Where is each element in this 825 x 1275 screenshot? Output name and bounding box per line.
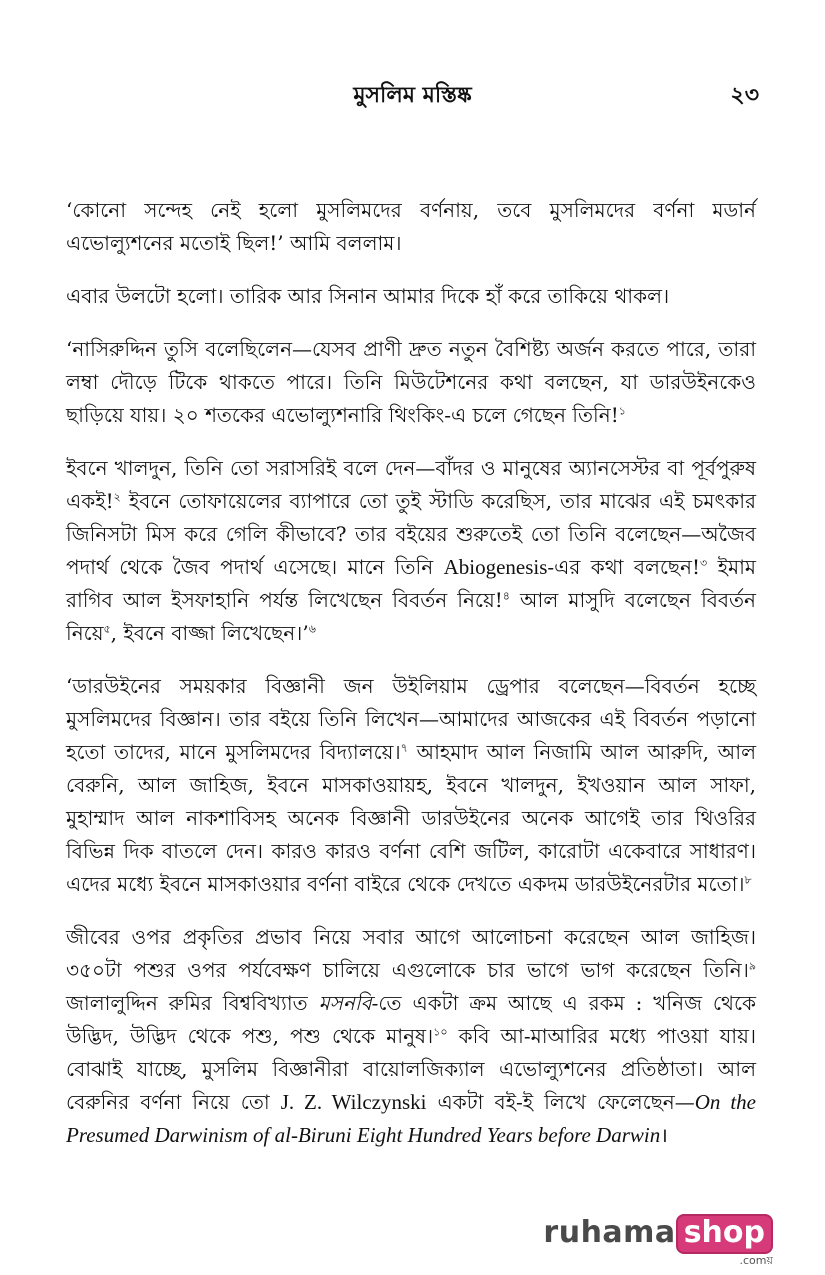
paragraph-4-text-e: আল মাসুদি বলেছেন বিবর্তন নিয়ে	[66, 588, 756, 645]
footnote-ref-3[interactable]: ৩	[700, 556, 708, 570]
footnote-ref-10[interactable]: ১০	[433, 1025, 448, 1039]
paragraph-4-text-b: ইবনে তোফায়েলের ব্যাপারে তো তুই স্টাডি করেছিস, তার মাঝের এই চমৎকার জিনিসটা মিস করে গেলি কীভাবে? তার বইয়ের শুরুতেই তো তিনি বলেছেন—অজৈব পদার্থ থেকে জৈব পদার্থ এসেছে। মানে তিনি	[66, 489, 756, 579]
footnote-ref-8[interactable]: ৮	[744, 873, 752, 887]
paragraph-4-text-f: , ইবনে বাজ্জা লিখেছেন।’	[110, 621, 309, 645]
page-body	[66, 194, 756, 1172]
masnavi-title: মসনবি	[318, 991, 372, 1015]
ruhamashop-watermark-logo	[543, 1214, 773, 1267]
paragraph-6-text-c: -তে একটা ক্রম আছে এ রকম : খনিজ থেকে উদ্ভিদ, উদ্ভিদ থেকে পশু, পশু থেকে মানুষ।	[66, 991, 756, 1048]
paragraph-5-text-b: আহমাদ আল নিজামি আল আরুদি, আল বেরুনি, আল জাহিজ, ইবনে মাসকাওয়ায়হ, ইবনে খালদুন, ইখওয়ান আল সাফা, মুহাম্মাদ আল নাকশাবিসহ অনেক বিজ্ঞানী ডারউইনের অনেক আগেই তার থিওরির বিভিন্ন দিক বাতলে দেন। কারও কারও বর্ণনা বেশি জটিল, কারোটা একেবারে সাধারণ। এদের মধ্যে ইবনে মাসকাওয়ার বর্ণনা বাইরে থেকে দেখতে একদম ডারউইনেরটার মতো।	[66, 740, 757, 896]
paragraph-6	[66, 921, 756, 1152]
paragraph-2	[66, 280, 756, 313]
footnote-ref-7[interactable]: ৭	[400, 741, 408, 755]
watermark-shop-block	[676, 1214, 773, 1267]
footnote-ref-5[interactable]: ৫	[103, 622, 111, 636]
paragraph-4-text-d: ইমাম রাগিব আল ইসফাহানি পর্যন্ত লিখেছেন বিবর্তন নিয়ে!	[66, 555, 756, 612]
footnote-ref-9[interactable]: ৯	[748, 959, 756, 973]
page-number: ২৩	[730, 82, 759, 108]
footnote-ref-6[interactable]: ৬	[308, 622, 316, 636]
paragraph-6-text-f: ।	[660, 1123, 668, 1147]
paragraph-2-text: এবার উলটো হলো। তারিক আর সিনান আমার দিকে হাঁ করে তাকিয়ে থাকল।	[66, 284, 670, 308]
footnote-ref-4[interactable]: ৪	[502, 589, 510, 603]
paragraph-1-text: ‘কোনো সন্দেহ নেই হলো মুসলিমদের বর্ণনায়, তবে মুসলিমদের বর্ণনা মডার্ন এভোল্যুশনের মতোই ছিল!’ আমি বললাম।	[66, 198, 756, 255]
page-header	[66, 80, 759, 120]
paragraph-4-text-a: ইবনে খালদুন, তিনি তো সরাসরিই বলে দেন—বাঁদর ও মানুষের অ্যানসেস্টর বা পূর্বপুরুষ একই!	[66, 456, 756, 513]
paragraph-6-text-e: একটা বই-ই লিখে ফেলেছেন—	[426, 1090, 695, 1114]
paragraph-3-text: ‘নাসিরুদ্দিন তুসি বলেছিলেন—যেসব প্রাণী দ্রুত নতুন বৈশিষ্ট্য অর্জন করতে পারে, তারা লম্বা দৌড়ে টিকে থাকতে পারে। তিনি মিউটেশনের কথা বলছেন, যা ডারউইনকেও ছাড়িয়ে যায়। ২০ শতকের এভোল্যুশনারি থিংকিং-এ চলে গেছেন তিনি!	[66, 337, 756, 427]
paragraph-3	[66, 333, 756, 432]
paragraph-6-text-d: কবি আ-মাআরির মধ্যে পাওয়া যায়। বোঝাই যাচ্ছে, মুসলিম বিজ্ঞানীরা বায়োলজিক্যাল এভোল্যুশনের প্রতিষ্ঠাতা। আল বেরুনির বর্ণনা নিয়ে তো	[66, 1024, 756, 1114]
paragraph-4-text-c: -এর কথা বলছেন!	[547, 555, 701, 579]
watermark-domain: .comয়	[739, 1254, 773, 1267]
author-name: J. Z. Wilczynski	[280, 1090, 427, 1114]
paragraph-5	[66, 670, 756, 901]
footnote-ref-2[interactable]: ২	[113, 490, 121, 504]
paragraph-1	[66, 194, 756, 260]
abiogenesis-term: Abiogenesis	[443, 555, 548, 579]
paragraph-4	[66, 452, 756, 650]
paragraph-6-text-a: জীবের ওপর প্রকৃতির প্রভাব নিয়ে সবার আগে আলোচনা করেছেন আল জাহিজ। ৩৫০টা পশুর ওপর পর্যবেক্ষণ চালিয়ে এগুলোকে চার ভাগে ভাগ করেছেন তিনি।	[66, 925, 756, 982]
book-title: On the Presumed Darwinism of al-Biruni Eight Hundred Years before Darwin	[66, 1090, 756, 1147]
footnote-ref-1[interactable]: ১	[618, 404, 626, 418]
paragraph-6-text-b: জালালুদ্দিন রুমির বিশ্ববিখ্যাত	[66, 991, 319, 1015]
watermark-brand-left: ruhama	[543, 1215, 676, 1250]
running-title: মুসলিম মস্তিষ্ক	[353, 82, 472, 108]
paragraph-5-text-a: ‘ডারউইনের সময়কার বিজ্ঞানী জন উইলিয়াম ড্রেপার বলেছেন—বিবর্তন হচ্ছে মুসলিমদের বিজ্ঞান। তার বইয়ে তিনি লিখেন—আমাদের আজকের এই বিবর্তন পড়ানো হতো তাদের, মানে মুসলিমদের বিদ্যালয়ে।	[66, 674, 756, 764]
watermark-brand-right: shop	[676, 1214, 773, 1254]
